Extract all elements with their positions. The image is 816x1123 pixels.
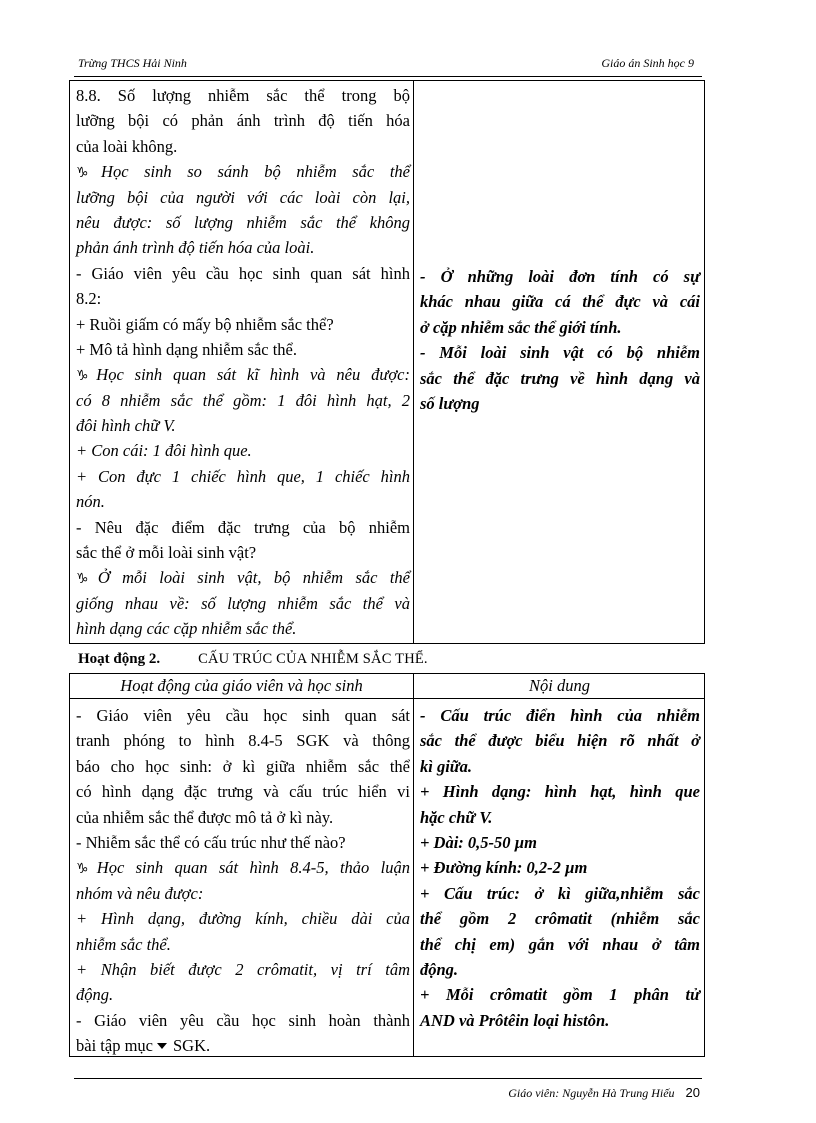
text-line (76, 565, 410, 590)
line-text: bài tập mục (76, 1036, 153, 1056)
text-line (420, 1008, 700, 1033)
line-text: của loài không. (76, 136, 178, 156)
text-line (76, 515, 410, 540)
text-line (76, 754, 410, 779)
header-activity: Hoạt động của giáo viên và học sinh (120, 676, 363, 695)
text-line (76, 261, 410, 286)
text-line (76, 286, 410, 311)
line-text: + Mô tả hình dạng nhiễm sắc thể. (76, 339, 298, 359)
text-line (76, 210, 410, 235)
teacher-name: Giáo viên: Nguyễn Hà Trung Hiếu (508, 1086, 675, 1100)
text-line (420, 391, 700, 416)
line-text: + Ruồi giấm có mấy bộ nhiễm sắc thể? (76, 314, 334, 334)
line-text: nêu được: số lượng nhiễm sắc thể không (76, 212, 410, 232)
text-line (76, 805, 410, 830)
text-line (76, 438, 410, 463)
teacher-student-activity-column (76, 83, 410, 643)
line-text: - Nêu đặc điểm đặc trưng của bộ nhiễm (76, 517, 410, 537)
text-line (76, 830, 410, 855)
hand-pointer-icon: ♑ (76, 861, 96, 878)
text-line (420, 264, 700, 289)
line-text: - Cấu trúc điển hình của nhiễm (420, 706, 700, 725)
text-line (420, 830, 700, 855)
table-header-row (70, 674, 704, 699)
line-text: của nhiễm sắc thể được mô tả ở kì này. (76, 807, 334, 827)
text-line (420, 340, 700, 365)
line-text: - Giáo viên yêu cầu học sinh quan sát hình (76, 263, 410, 283)
text-line (420, 906, 700, 931)
line-text: - Giáo viên yêu cầu học sinh quan sát (76, 706, 410, 725)
text-line (420, 881, 700, 906)
line-text: Ở mỗi loài sinh vật, bộ nhiễm sắc thể (97, 568, 410, 588)
line-text: báo cho học sinh: ở kì giữa nhiễm sắc thể (76, 756, 410, 776)
line-text: + Mỗi crômatit gồm 1 phân tử (420, 985, 700, 1005)
line-text: AND và Prôtêin loại histôn. (420, 1010, 610, 1030)
page-number: 20 (685, 1085, 700, 1100)
lesson-table-1 (69, 80, 705, 644)
footer-rule (74, 1078, 702, 1079)
text-line (76, 159, 410, 184)
line-text: 8.2: (76, 289, 102, 309)
hand-pointer-icon: ♑ (76, 165, 101, 182)
line-text: thể gồm 2 crômatit (nhiễm sắc (420, 909, 700, 929)
line-text: phản ánh trình độ tiến hóa của loài. (76, 238, 315, 258)
line-text: thể chị em) gắn với nhau ở tâm (420, 934, 700, 954)
content-column (420, 703, 700, 1056)
text-line (76, 312, 410, 337)
text-line (420, 703, 700, 728)
text-line (76, 83, 410, 108)
line-text: kì giữa. (420, 756, 473, 776)
line-text: 8.8. Số lượng nhiễm sắc thể trong bộ (76, 86, 410, 105)
text-line (76, 855, 410, 880)
text-line (420, 289, 700, 314)
line-text: động. (76, 985, 114, 1005)
text-line (76, 779, 410, 804)
page-header (74, 54, 702, 76)
text-line (420, 728, 700, 753)
text-line (76, 134, 410, 159)
text-line (76, 591, 410, 616)
line-text: Học sinh quan sát kĩ hình và nêu được: (96, 365, 410, 385)
line-text: hặc chữ V. (420, 807, 493, 827)
text-line (76, 616, 410, 641)
activity-heading (78, 648, 428, 670)
text-line (420, 957, 700, 982)
hand-pointer-icon: ♑ (76, 571, 97, 588)
line-text: sắc thể ở mỗi loài sinh vật? (76, 543, 257, 563)
hand-pointer-icon: ♑ (76, 368, 96, 385)
teacher-student-activity-column (76, 703, 410, 1056)
text-line (76, 489, 410, 514)
column-divider (413, 674, 414, 1056)
activity-title: CẤU TRÚC CỦA NHIỄM SẮC THỂ. (198, 651, 428, 667)
text-line (76, 906, 410, 931)
text-line (76, 703, 410, 728)
line-text: nón. (76, 492, 105, 512)
text-line (76, 362, 410, 387)
text-line (76, 185, 410, 210)
line-text: + Con cái: 1 đôi hình que. (76, 441, 252, 461)
text-line (76, 932, 410, 957)
content-column (420, 264, 700, 643)
school-name: Trừng THCS Hải Ninh (78, 56, 187, 70)
line-text: có hình dạng đặc trưng và cấu trúc hiển vi (76, 782, 410, 802)
line-text: ở cặp nhiễm sắc thể giới tính. (420, 317, 622, 337)
text-line (76, 235, 410, 260)
line-text: + Hình dạng: hình hạt, hình que (420, 782, 700, 802)
text-line (420, 932, 700, 957)
line-text: giống nhau về: số lượng nhiễm sắc thể và (76, 593, 410, 613)
text-line (76, 957, 410, 982)
header-rule (74, 76, 702, 77)
line-text: - Mỗi loài sinh vật có bộ nhiễm (420, 343, 700, 363)
line-text: lưỡng bội có phản ánh trình độ tiến hóa (76, 111, 410, 131)
line-text: - Giáo viên yêu cầu học sinh hoàn thành (76, 1010, 410, 1030)
triangle-down-icon (157, 1043, 167, 1049)
line-text: đôi hình chữ V. (76, 416, 176, 436)
text-line (76, 108, 410, 133)
text-line (76, 413, 410, 438)
line-text: sắc thể đặc trưng về hình dạng và (420, 368, 700, 388)
text-line (76, 1008, 410, 1033)
text-line (76, 1033, 410, 1058)
line-text: + Hình dạng, đường kính, chiều dài của (76, 909, 410, 929)
text-line (76, 388, 410, 413)
text-line (76, 728, 410, 753)
activity-label: Hoạt động 2. (78, 651, 161, 667)
line-text: nhóm và nêu được: (76, 883, 204, 903)
line-text: + Dài: 0,5-50 µm (420, 832, 537, 852)
line-text: - Nhiễm sắc thể có cấu trúc như thế nào? (76, 832, 346, 852)
line-text: lưỡng bội của người với các loài còn lại, (76, 187, 410, 207)
line-text: sắc thể được biểu hiện rõ nhất ở (420, 731, 700, 751)
page-footer (508, 1085, 700, 1101)
line-text: Học sinh so sánh bộ nhiễm sắc thể (101, 162, 410, 182)
text-line (76, 337, 410, 362)
text-line (420, 315, 700, 340)
line-text: khác nhau giữa cá thể đực và cái (420, 292, 700, 312)
subject-title: Giáo án Sinh học 9 (601, 56, 694, 70)
text-line (420, 982, 700, 1007)
text-line (76, 540, 410, 565)
text-line (76, 881, 410, 906)
header-content: Nội dung (529, 676, 590, 695)
text-line (420, 754, 700, 779)
text-line (420, 366, 700, 391)
text-line (76, 464, 410, 489)
line-text: - Ở những loài đơn tính có sự (420, 267, 700, 286)
line-text: hình dạng các cặp nhiễm sắc thể. (76, 619, 297, 639)
line-text: số lượng (420, 393, 480, 413)
line-tail: SGK. (172, 1036, 211, 1056)
text-line (420, 779, 700, 804)
text-line (76, 982, 410, 1007)
line-text: + Con đực 1 chiếc hình que, 1 chiếc hình (76, 466, 410, 486)
line-text: + Đường kính: 0,2-2 µm (420, 858, 588, 878)
lesson-table-2 (69, 673, 705, 1057)
text-line (420, 855, 700, 880)
line-text: động. (420, 959, 459, 979)
text-line (420, 805, 700, 830)
line-text: + Nhận biết được 2 crômatit, vị trí tâm (76, 959, 410, 979)
line-text: có 8 nhiễm sắc thể gồm: 1 đôi hình hạt, 2 (76, 390, 410, 410)
line-text: tranh phóng to hình 8.4-5 SGK và thông (76, 731, 410, 751)
line-text: + Cấu trúc: ở kì giữa,nhiễm sắc (420, 883, 700, 903)
line-text: nhiễm sắc thể. (76, 934, 171, 954)
line-text: Học sinh quan sát hình 8.4-5, thảo luận (96, 858, 410, 878)
column-divider (413, 81, 414, 643)
